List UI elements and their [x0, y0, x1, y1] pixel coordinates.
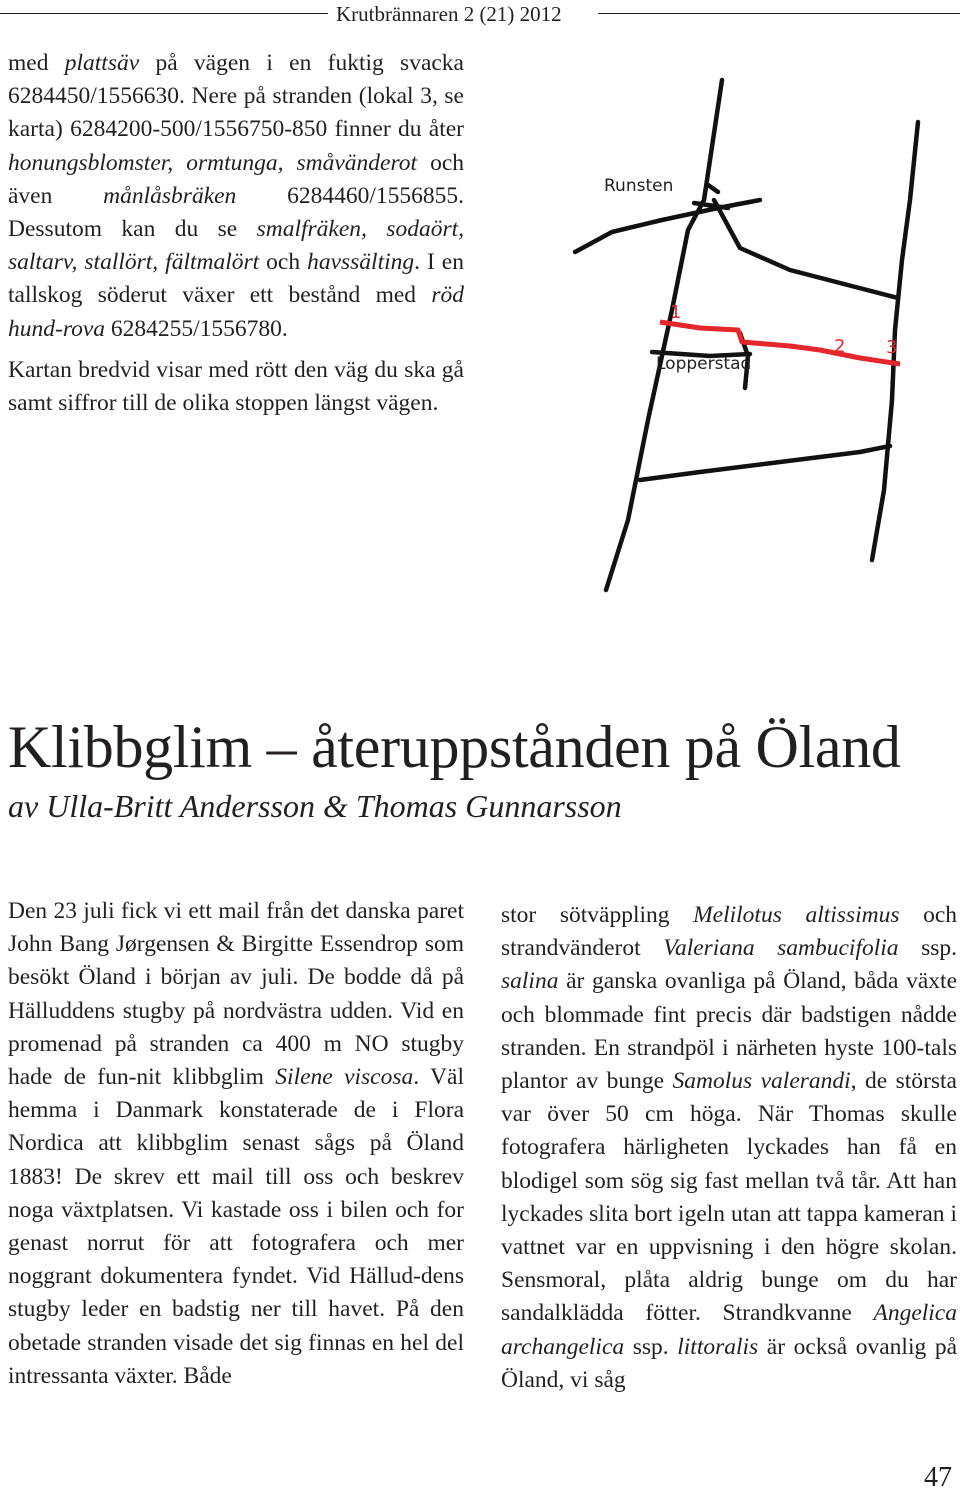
italic-term: Samolus valerandi	[672, 1068, 851, 1095]
road-west-diagonal	[575, 200, 760, 252]
italic-term: havssälting	[307, 249, 415, 276]
article-column-left	[8, 895, 464, 1393]
intro-paragraph-1: med plattsäv på vägen i en fuktig svacka 6284450/1556630. Nere på stranden (lokal 3, se karta) 6284200-500/1556750-850 finner du åter honungsblomster, ormtunga, småvänderot och även månlåsbräken 6284460/1556855. Dessutom kan du se smalfräken, sodaört, saltarv, stallört, fältmalört och havssälting. I en tallskog söderut växer ett bestånd med röd hund-rova 6284255/1556780.	[8, 50, 464, 342]
place-runsten: Runsten	[604, 176, 674, 196]
header-rule-left	[0, 13, 328, 14]
road-cross-south	[640, 446, 890, 480]
running-header	[0, 0, 960, 30]
italic-term: Melilotus altissimus	[693, 902, 900, 928]
stop-1: 1	[670, 302, 682, 323]
stop-3: 3	[886, 337, 898, 358]
route-map	[560, 60, 960, 620]
road-main-north-south	[606, 80, 722, 590]
italic-term: Valeriana sambucifolia	[663, 935, 899, 962]
italic-term: smalfräken, sodaört, saltarv, stallört, fältmalört	[8, 216, 464, 276]
italic-term: littoralis	[677, 1333, 759, 1360]
italic-term: Silene viscosa	[275, 1064, 414, 1091]
italic-term: salina	[501, 968, 559, 995]
header-rule-right	[598, 13, 960, 14]
italic-term: honungsblomster, ormtunga, småvänderot	[8, 149, 418, 176]
page-number: 47	[924, 1462, 952, 1493]
running-title: Krutbrännaren 2 (21) 2012	[336, 2, 562, 26]
article-column-right	[501, 899, 957, 1397]
italic-term: plattsäv	[64, 50, 140, 76]
italic-term: månlåsbräken	[103, 182, 237, 209]
italic-term: Angelica archangelica	[501, 1300, 957, 1360]
intro-text	[8, 47, 464, 420]
italic-term: röd hund-rova	[8, 282, 464, 342]
article-paragraph-left: Den 23 juli fick vi ett mail från det danska paret John Bang Jørgensen & Birgitte Essendrop som besökt Öland i början av juli. De bodde då på Hälluddens stugby på nordvästra udden. Vid en promenad på stranden ca 400 m NO stugby hade de fun-nit klibbglim Silene viscosa. Väl hemma i Danmark konstaterade de i Flora Nordica att klibbglim senast sågs på Öland 1883! De skrev ett mail till oss och beskrev noga växtplatsen. Vi kastade oss i bilen och for genast norrut för att fotografera och mer noggrant dokumentera fyndet. Vid Hällud-dens stugby leder en badstig ner till havet. På den obetade stranden visade det sig finnas en hel del intressanta växter. Både	[8, 898, 464, 1389]
article-paragraph-right: stor sötväppling Melilotus altissimus och strandvänderot Valeriana sambucifolia ssp. salina är ganska ovanliga på Öland, båda växte och blommade fint precis där badstigen nådde stranden. En strandpöl i närheten hyste 100-tals plantor av bunge Samolus valerandi, de största var över 50 cm höga. När Thomas skulle fotografera härligheten lyckades han få en blodigel som sög sig fast mellan två tår. Att han lyckades slita bort igeln utan att tappa kameran i vattnet var en uppvisning i den högre skolan. Sensmoral, plåta aldrig bunge om du har sandalklädda fötter. Strandkvanne Angelica archangelica ssp. littoralis är också ovanlig på Öland, vi såg	[501, 902, 958, 1393]
article-byline: av Ulla-Britt Andersson & Thomas Gunnarsson	[8, 788, 622, 824]
road-lopperstad-north	[714, 200, 898, 298]
intro-paragraph-2: Kartan bredvid visar med rött den väg du ska gå samt siffror till de olika stoppen längst vägen.	[8, 356, 464, 417]
article-title: Klibbglim – återuppstånden på Öland	[8, 714, 901, 780]
stop-2: 2	[834, 336, 846, 357]
road-runsten-junction	[694, 185, 728, 208]
place-lopperstad: Lopperstad	[656, 354, 752, 374]
